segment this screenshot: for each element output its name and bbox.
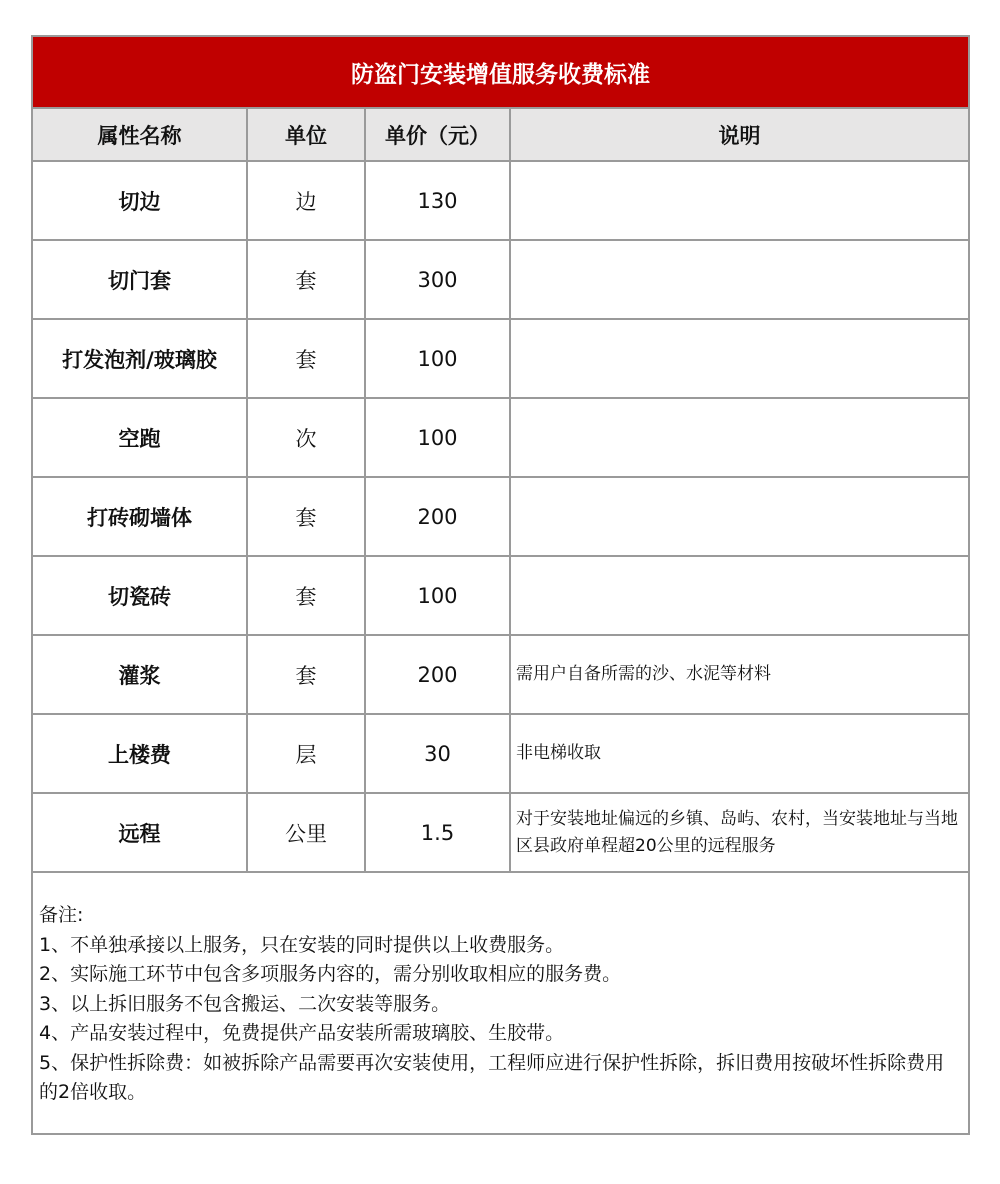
remark-item: 5、保护性拆除费：如被拆除产品需要再次安装使用，工程师应进行保护性拆除，拆旧费用按破坏性拆除费用的2倍收取。 (39, 1051, 945, 1103)
row-note (510, 161, 968, 240)
remarks-heading: 备注: (39, 904, 84, 926)
row-note: 非电梯收取 (510, 714, 968, 793)
table-row (33, 556, 968, 635)
row-name: 打砖砌墙体 (33, 477, 247, 556)
table-row (33, 714, 968, 793)
row-unit: 公里 (247, 793, 365, 872)
row-name: 切门套 (33, 240, 247, 319)
row-note (510, 477, 968, 556)
row-unit: 套 (247, 240, 365, 319)
row-price: 1.5 (365, 793, 510, 872)
row-name: 远程 (33, 793, 247, 872)
remark-item: 1、不单独承接以上服务，只在安装的同时提供以上收费服务。 (39, 933, 565, 956)
row-unit: 套 (247, 556, 365, 635)
row-name: 上楼费 (33, 714, 247, 793)
table-row (33, 635, 968, 714)
column-header-description: 说明 (510, 109, 968, 161)
row-price: 100 (365, 319, 510, 398)
row-note (510, 240, 968, 319)
row-unit: 边 (247, 161, 365, 240)
row-price: 100 (365, 398, 510, 477)
row-name: 切瓷砖 (33, 556, 247, 635)
row-note (510, 398, 968, 477)
row-price: 30 (365, 714, 510, 793)
table-row (33, 319, 968, 398)
row-price: 130 (365, 161, 510, 240)
remarks-section (33, 873, 968, 1108)
row-note: 需用户自备所需的沙、水泥等材料 (510, 635, 968, 714)
row-price: 300 (365, 240, 510, 319)
page-title: 防盗门安装增值服务收费标准 (33, 37, 968, 109)
row-unit: 套 (247, 477, 365, 556)
row-name: 空跑 (33, 398, 247, 477)
remark-item: 3、以上拆旧服务不包含搬运、二次安装等服务。 (39, 992, 451, 1015)
table-row (33, 240, 968, 319)
row-name: 打发泡剂/玻璃胶 (33, 319, 247, 398)
fee-table (33, 109, 968, 873)
table-row (33, 161, 968, 240)
table-row (33, 793, 968, 872)
row-price: 200 (365, 477, 510, 556)
column-header-name: 属性名称 (33, 109, 247, 161)
table-row (33, 477, 968, 556)
row-price: 200 (365, 635, 510, 714)
row-note: 对于安装地址偏远的乡镇、岛屿、农村，当安装地址与当地区县政府单程超20公里的远程服务 (510, 793, 968, 872)
fee-standard-sheet (31, 35, 970, 1135)
table-header-row (33, 109, 968, 161)
row-unit: 套 (247, 319, 365, 398)
row-note (510, 319, 968, 398)
remark-item: 4、产品安装过程中，免费提供产品安装所需玻璃胶、生胶带。 (39, 1022, 565, 1044)
table-row (33, 398, 968, 477)
row-price: 100 (365, 556, 510, 635)
column-header-price: 单价（元） (365, 109, 510, 161)
row-note (510, 556, 968, 635)
row-name: 切边 (33, 161, 247, 240)
row-unit: 层 (247, 714, 365, 793)
row-name: 灌浆 (33, 635, 247, 714)
remark-item: 2、实际施工环节中包含多项服务内容的，需分别收取相应的服务费。 (39, 963, 622, 985)
row-unit: 次 (247, 398, 365, 477)
column-header-unit: 单位 (247, 109, 365, 161)
row-unit: 套 (247, 635, 365, 714)
